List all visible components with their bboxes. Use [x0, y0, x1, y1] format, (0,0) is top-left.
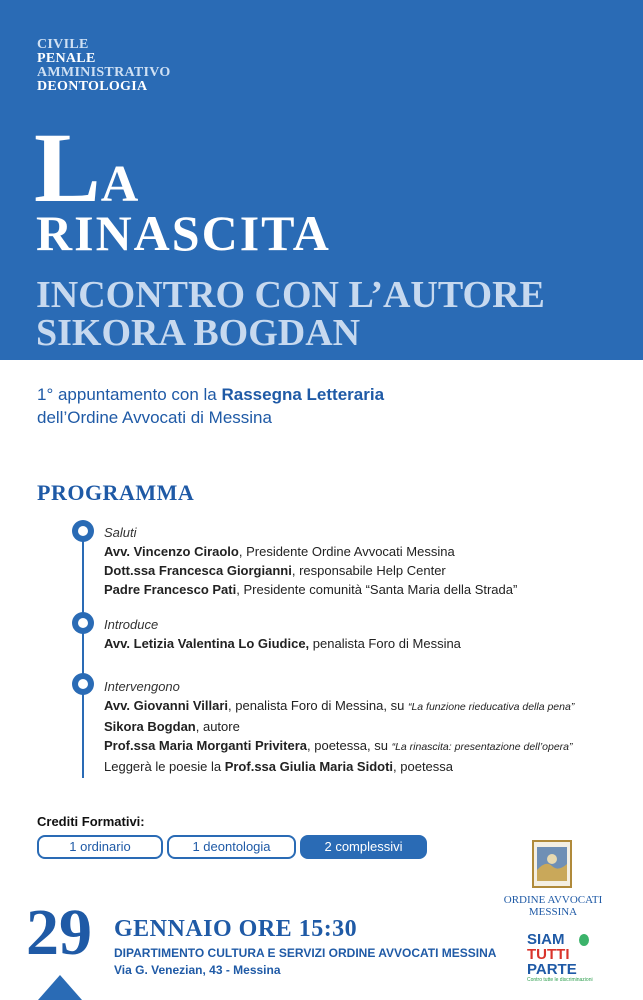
- intro-text: [37, 383, 384, 429]
- intro-line1-pre: 1° appuntamento con la: [37, 385, 222, 404]
- title-line-2: RINASCITA: [36, 205, 331, 261]
- speaker-name: Prof.ssa Giulia Maria Sidoti: [224, 759, 394, 774]
- timeline-line: [82, 528, 84, 778]
- event-month-time: GENNAIO ORE 15:30: [114, 916, 358, 942]
- section-label: Introduce: [104, 617, 159, 632]
- speaker-name: Prof.ssa Maria Morganti Privitera: [104, 738, 308, 753]
- org-name: [495, 894, 611, 918]
- section-saluti: [104, 523, 517, 599]
- credit-badge-deontologia: 1 deontologia: [167, 835, 296, 859]
- section-label: Intervengono: [104, 679, 180, 694]
- campaign-tagline: Contro tutte le discriminazioni: [527, 977, 593, 983]
- speaker-topic: “La funzione rieducativa della pena”: [407, 701, 575, 713]
- credits-title: Crediti Formativi:: [37, 814, 145, 829]
- speaker-name: Sikora Bogdan: [104, 719, 196, 734]
- section-intervengono: [104, 677, 574, 776]
- speaker-name: Avv. Vincenzo Ciraolo: [104, 544, 239, 559]
- timeline-dot-icon: [72, 673, 94, 695]
- category-list: [37, 38, 171, 94]
- org-line-2: MESSINA: [528, 906, 578, 918]
- speaker-desc: penalista Foro di Messina: [309, 636, 461, 651]
- event-day: 29: [26, 896, 92, 969]
- org-line-1: ORDINE AVVOCATI: [503, 894, 603, 906]
- order-crest-icon: [532, 840, 572, 888]
- campaign-line-3: PARTE: [527, 961, 577, 978]
- subtitle-line-2: SIKORA BOGDAN: [36, 312, 361, 354]
- speaker-name: Avv. Letizia Valentina Lo Giudice,: [104, 636, 310, 651]
- triangle-icon: [38, 975, 82, 1000]
- speaker-name: Avv. Giovanni Villari: [104, 698, 229, 713]
- credit-badge-complessivi: 2 complessivi: [300, 835, 427, 859]
- speaker-desc: , autore: [195, 719, 240, 734]
- subtitle: [36, 276, 545, 352]
- category-deontologia: DEONTOLOGIA: [37, 79, 148, 94]
- speaker-name: Dott.ssa Francesca Giorgianni: [104, 563, 292, 578]
- campaign-line-1: SIAM: [527, 931, 565, 948]
- title-initial: L: [34, 112, 101, 223]
- section-introduce: [104, 615, 461, 653]
- section-label: Saluti: [104, 525, 137, 540]
- campaign-logo: [527, 932, 593, 983]
- timeline-dot-icon: [72, 612, 94, 634]
- event-department: DIPARTIMENTO CULTURA E SERVIZI ORDINE AVVOCATI MESSINA: [114, 946, 497, 960]
- category-amministrativo: AMMINISTRATIVO: [37, 65, 171, 80]
- intro-line1-bold: Rassegna Letteraria: [221, 385, 385, 404]
- speaker-desc: , penalista Foro di Messina, su: [228, 698, 408, 713]
- event-address: Via G. Venezian, 43 - Messina: [114, 963, 281, 977]
- hero-banner: [0, 0, 643, 360]
- credit-badge-ordinario: 1 ordinario: [37, 835, 163, 859]
- balloon-icon: [579, 934, 589, 946]
- subtitle-line-1: INCONTRO CON L’AUTORE: [36, 274, 545, 316]
- title-line-1: [34, 112, 141, 223]
- intro-line2: dell’Ordine Avvocati di Messina: [37, 408, 272, 427]
- campaign-line-2: TUTTI: [527, 946, 570, 963]
- speaker-desc: , Presidente comunità “Santa Maria della Strada”: [236, 582, 518, 597]
- speaker-desc: , poetessa, su: [307, 738, 392, 753]
- timeline-dot-icon: [72, 520, 94, 542]
- speaker-desc: , responsabile Help Center: [291, 563, 446, 578]
- speaker-desc: , Presidente Ordine Avvocati Messina: [238, 544, 455, 559]
- speaker-topic: “La rinascita: presentazione dell’opera”: [391, 741, 573, 753]
- category-civile: CIVILE: [37, 37, 89, 52]
- speaker-name: Padre Francesco Pati: [104, 582, 237, 597]
- category-penale: PENALE: [37, 51, 96, 66]
- speaker-desc: , poetessa: [393, 759, 454, 774]
- program-heading: PROGRAMMA: [37, 480, 195, 505]
- reading-pre: Leggerà le poesie la: [104, 759, 225, 774]
- title-rest: A: [100, 156, 141, 213]
